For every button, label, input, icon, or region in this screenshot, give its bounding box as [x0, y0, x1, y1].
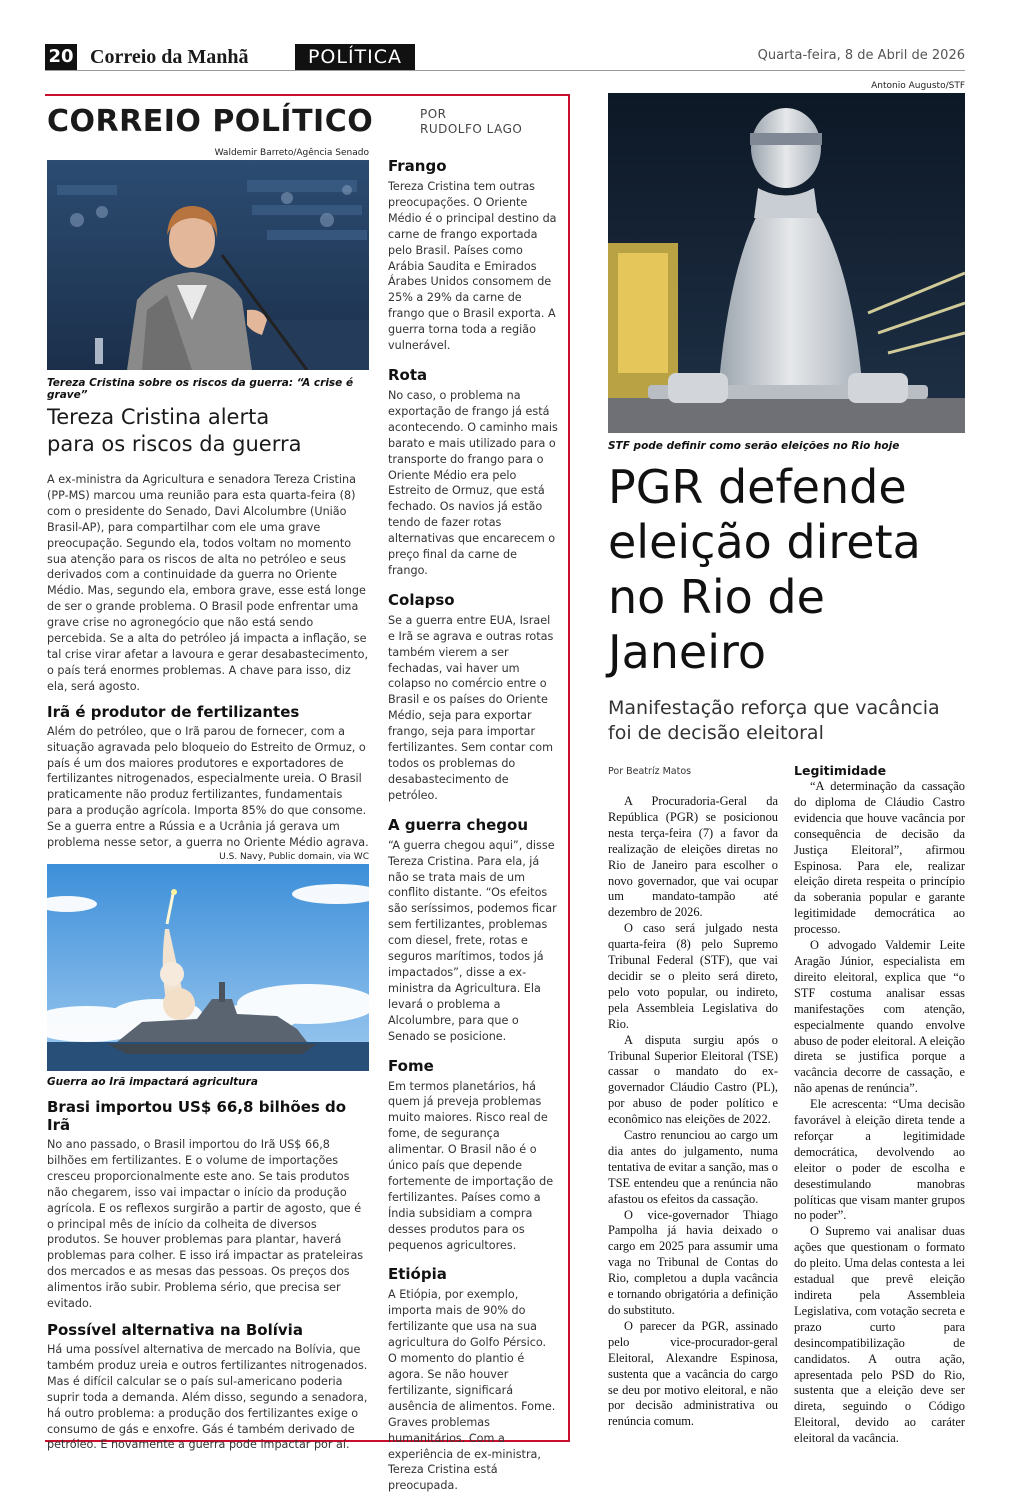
note-text: No caso, o problema na exportação de frango já está acontecendo. O caminho mais barato e mais utilizado para o transporte do frango para o Oriente Médio era pelo Estreito de Ormuz, que está fechado. Os navios já estão tendo de fazer rotas alternativas que encarecem o preço final da carne de frango.: [388, 388, 558, 577]
note-frango: [388, 157, 558, 354]
note-a-guerra-chegou: [388, 816, 558, 1045]
column-title: CORREIO POLÍTICO: [47, 104, 374, 139]
pgr-paragraph: O Supremo vai analisar duas ações que questionam o formato do pleito. Uma delas contesta a lei estadual que prevê eleição indireta pela Assembleia Legislativa, com votação secreta e prazo curto para desincompatibilização de candidatos. A outra ação, apresentada pelo PSD do Rio, sustenta que a eleição deve ser direta, seguindo o Código Eleitoral, devido ao caráter eleitoral da vacância.: [794, 1224, 965, 1446]
notes-column: [388, 150, 558, 1494]
photo1-caption: Tereza Cristina sobre os riscos da guerra: “A crise é grave”: [47, 377, 354, 401]
note-colapso: [388, 591, 558, 804]
main-paragraph-1: A ex-ministra da Agricultura e senadora Tereza Cristina (PP-MS) marcou uma reunião para esta quarta-feira (8) com o presidente do Senado, Davi Alcolumbre (União Brasil-AP), para compartilhar com ele uma grave preocupação. Segundo ela, todos voltam no momento sua atenção para os riscos de alta no petróleo e seus derivados com a continuidade da guerra no Oriente Médio. Mas, segundo ela, embora grave, esse está longe de ser o grande problema. O Brasil pode enfrentar uma grave crise no agronegócio que não está sendo percebida. Se a alta do petróleo já impacta a inflação, se tal crise virar afetar a lavoura e gerar desabastecimento, o país terá enormes problemas. A chave para isso, diz ela, será agosto.: [47, 473, 369, 693]
pgr-subhead: Legitimidade: [794, 763, 887, 778]
main-paragraph-2: Além do petróleo, que o Irã parou de fornecer, com a situação agravada pelo bloqueio do Estreito de Ormuz, o país é um dos maiores produtores e exportadores de fertilizantes nitrogenados, especialmente ureia. O Brasil praticamente não produz fertilizantes, fundamentais para a produção agrícola. Importa 85% do que consome. Se a guerra entre a Rússia e a Ucrânia já gerava um problema nesse setor, a guerra no Oriente Médio agrava.: [47, 724, 369, 850]
main-story-body: [47, 472, 369, 851]
note-fome: [388, 1057, 558, 1254]
masthead-logo: Correio da Manhã: [90, 46, 249, 68]
photo3-caption: STF pode definir como serão eleições no Rio hoje: [608, 440, 900, 452]
pgr-author: Por Beatríz Matos: [608, 766, 692, 777]
pgr-headline: PGR defende eleição direta no Rio de Janeiro: [608, 460, 921, 679]
main-headline-line1: Tereza Cristina alerta: [47, 405, 270, 429]
note-title: A guerra chegou: [388, 815, 529, 834]
byline-author: RUDOLFO LAGO: [420, 122, 523, 136]
byline-prefix: POR: [420, 107, 447, 121]
pgr-paragraph: O parecer da PGR, assinado pelo vice-procurador-geral Eleitoral, Alexandre Espinosa, sustenta que a vacância do cargo se deu por motivo eleitoral, e não por decisão administrativa ou renúncia comum.: [608, 1318, 778, 1429]
lower-story: [47, 1098, 369, 1453]
column-byline: [420, 107, 522, 137]
main-subhead-1: Irã é produtor de fertilizantes: [47, 702, 300, 721]
photo2-caption: Guerra ao Irã impactará agricultura: [47, 1076, 258, 1088]
note-text: “A guerra chegou aqui”, disse Tereza Cristina. Para ela, já não se trata mais de um conflito distante. “Os efeitos são seríssimos, podemos ficar sem fertilizantes, problemas com diesel, frete, rotas e seguros marítimos, todos já impactados”, disse a ex-ministra da Agricultura. Ela levará o problema a Alcolumbre, para que o Senado se posicione.: [388, 838, 557, 1043]
senator-photo: [47, 160, 369, 370]
header-rule: [45, 70, 965, 71]
pgr-column-1: [608, 794, 778, 1430]
note-rota: [388, 366, 558, 579]
main-headline: [47, 404, 369, 458]
lower-paragraph-2: Há uma possível alternativa de mercado na Bolívia, que também produz ureia e outros fertilizantes nitrogenados. Mas é difícil calcular se o país sul-americano poderia suprir toda a demanda. Além disso, segundo a senadora, há outro problema: a produção dos fertilizantes exige o consumo de gás e enxofre. Gás é também derivado de petróleo. E novamente a guerra pode impactar por aí.: [47, 1342, 368, 1452]
note-etiopia: [388, 1265, 558, 1494]
lower-paragraph-1: No ano passado, o Brasil importou do Irã US$ 66,8 bilhões em fertilizantes. E o volume de importações cresceu proporcionalmente este ano. Se tais produtos não chegarem, isso vai impactar o início da produção agrícola. E os reflexos surgirão a partir de agosto, que é o principal mês de início da colheita de diversos produtos. Se houver problemas para plantar, haverá problemas para colher. E isso irá impactar as prateleiras dos mercados e as mesas das pessoas. Os preços dos alimentos irão subir. Problema sério, que precisa ser evitado.: [47, 1138, 364, 1311]
section-label: POLÍTICA: [295, 44, 415, 70]
main-headline-line2: para os riscos da guerra: [47, 432, 302, 456]
edition-date: Quarta-feira, 8 de Abril de 2026: [757, 48, 965, 63]
pgr-paragraph: O caso será julgado nesta quarta-feira (8) pelo Supremo Tribunal Federal (STF), que vai decidir se o pleito será direto, pelo voto popular, ou indireto, pela Assembleia Legislativa do Rio.: [608, 921, 778, 1031]
note-title: Rota: [388, 365, 428, 384]
note-text: Em termos planetários, há quem já preveja problemas muito maiores. Risco real de fome, de segurança alimentar. O Brasil não é o único país que depende fortemente de importação de fertilizantes. Países como a Índia subsidiam a compra desses produtos para os pequenos agricultores.: [388, 1079, 554, 1252]
warship-photo: [47, 864, 369, 1071]
pgr-paragraph: A disputa surgiu após o Tribunal Superior Eleitoral (TSE) cassar o mandato do ex-governador Cláudio Castro (PL), por abuso de poder político e econômico nas eleições de 2022.: [608, 1032, 778, 1127]
note-text: A Etiópia, por exemplo, importa mais de 90% do fertilizante que usa na sua agricultura do Golfo Pérsico. O momento do plantio é agora. Se não houver fertilizante, significará ausência de alimentos. Fome. Graves problemas humanitários. Com a experiência de ex-ministra, Tereza Cristina está preocupada.: [388, 1288, 556, 1493]
photo2-credit: U.S. Navy, Public domain, via WC: [219, 852, 369, 862]
photo3-credit: Antonio Augusto/STF: [871, 81, 965, 91]
note-text: Tereza Cristina tem outras preocupações. O Oriente Médio é o principal destino da carne de frango exportada pelo Brasil. Países como Arábia Saudita e Emirados Árabes Unidos consomem de 25% a 29% da carne de frango que o Brasil exporta. A guerra torna toda a região vulnerável.: [388, 180, 557, 353]
pgr-column-2: [794, 763, 965, 1447]
pgr-paragraph: A Procuradoria-Geral da República (PGR) se posicionou nesta terça-feira (7) a favor da realização de eleições diretas no Rio de Janeiro para escolher o novo governador, que vai ocupar um mandato-tampão até dezembro de 2026.: [608, 794, 778, 920]
pgr-paragraph: Ele acrescenta: “Uma decisão favorável à eleição direta tende a reforçar a legitimidade democrática, devolvendo ao eleitor o poder de escolha e desestimulando manobras políticas que visam manter grupos no poder”.: [794, 1097, 965, 1223]
note-title: Fome: [388, 1056, 434, 1075]
photo1-credit: Waldemir Barreto/Agência Senado: [214, 148, 369, 158]
page-number: 20: [45, 44, 77, 70]
justice-statue-photo: [608, 93, 965, 433]
pgr-paragraph: O advogado Valdemir Leite Aragão Júnior, especialista em direito eleitoral, explica que “o STF costuma analisar essas manifestações com atenção, especialmente quando envolve abuso de poder eleitoral. A eleição direta se justifica porque a vacância decorre de cassação, e não apenas de renúncia”.: [794, 938, 965, 1096]
note-text: Se a guerra entre EUA, Israel e Irã se agrava e outras rotas também vierem a ser fechadas, vai haver um colapso no comércio entre o Brasil e os países do Oriente Médio, seja para exportar frango, seja para importar fertilizantes. Sem contar com todos os problemas do desabastecimento de petróleo.: [388, 613, 554, 802]
pgr-paragraph: “A determinação da cassação do diploma de Cláudio Castro evidencia que houve vacância por consequência de decisão da Justiça Eleitoral”, afirmou Espinosa. Para ele, realizar eleição direta respeita o princípio da soberania popular e garante legitimidade democrática ao processo.: [794, 779, 965, 937]
pgr-paragraph: Castro renunciou ao cargo um dia antes do julgamento, numa tentativa de evitar a sanção, mas o TSE entendeu que a renúncia não afastou os efeitos da cassação.: [608, 1128, 778, 1206]
note-title: Colapso: [388, 590, 455, 609]
pgr-deck: Manifestação reforça que vacância foi de decisão eleitoral: [608, 697, 940, 744]
lower-subhead-1: Brasi importou US$ 66,8 bilhões do Irã: [47, 1098, 347, 1134]
note-title: Etiópia: [388, 1265, 447, 1284]
lower-subhead-2: Possível alternativa na Bolívia: [47, 1320, 303, 1339]
note-title: Frango: [388, 157, 447, 175]
pgr-paragraph: O vice-governador Thiago Pampolha já havia deixado o cargo em 2025 para assumir uma vaga no Tribunal de Contas do Rio, completou a dupla vacância e tornando obrigatória a definição do substituto.: [608, 1207, 778, 1317]
